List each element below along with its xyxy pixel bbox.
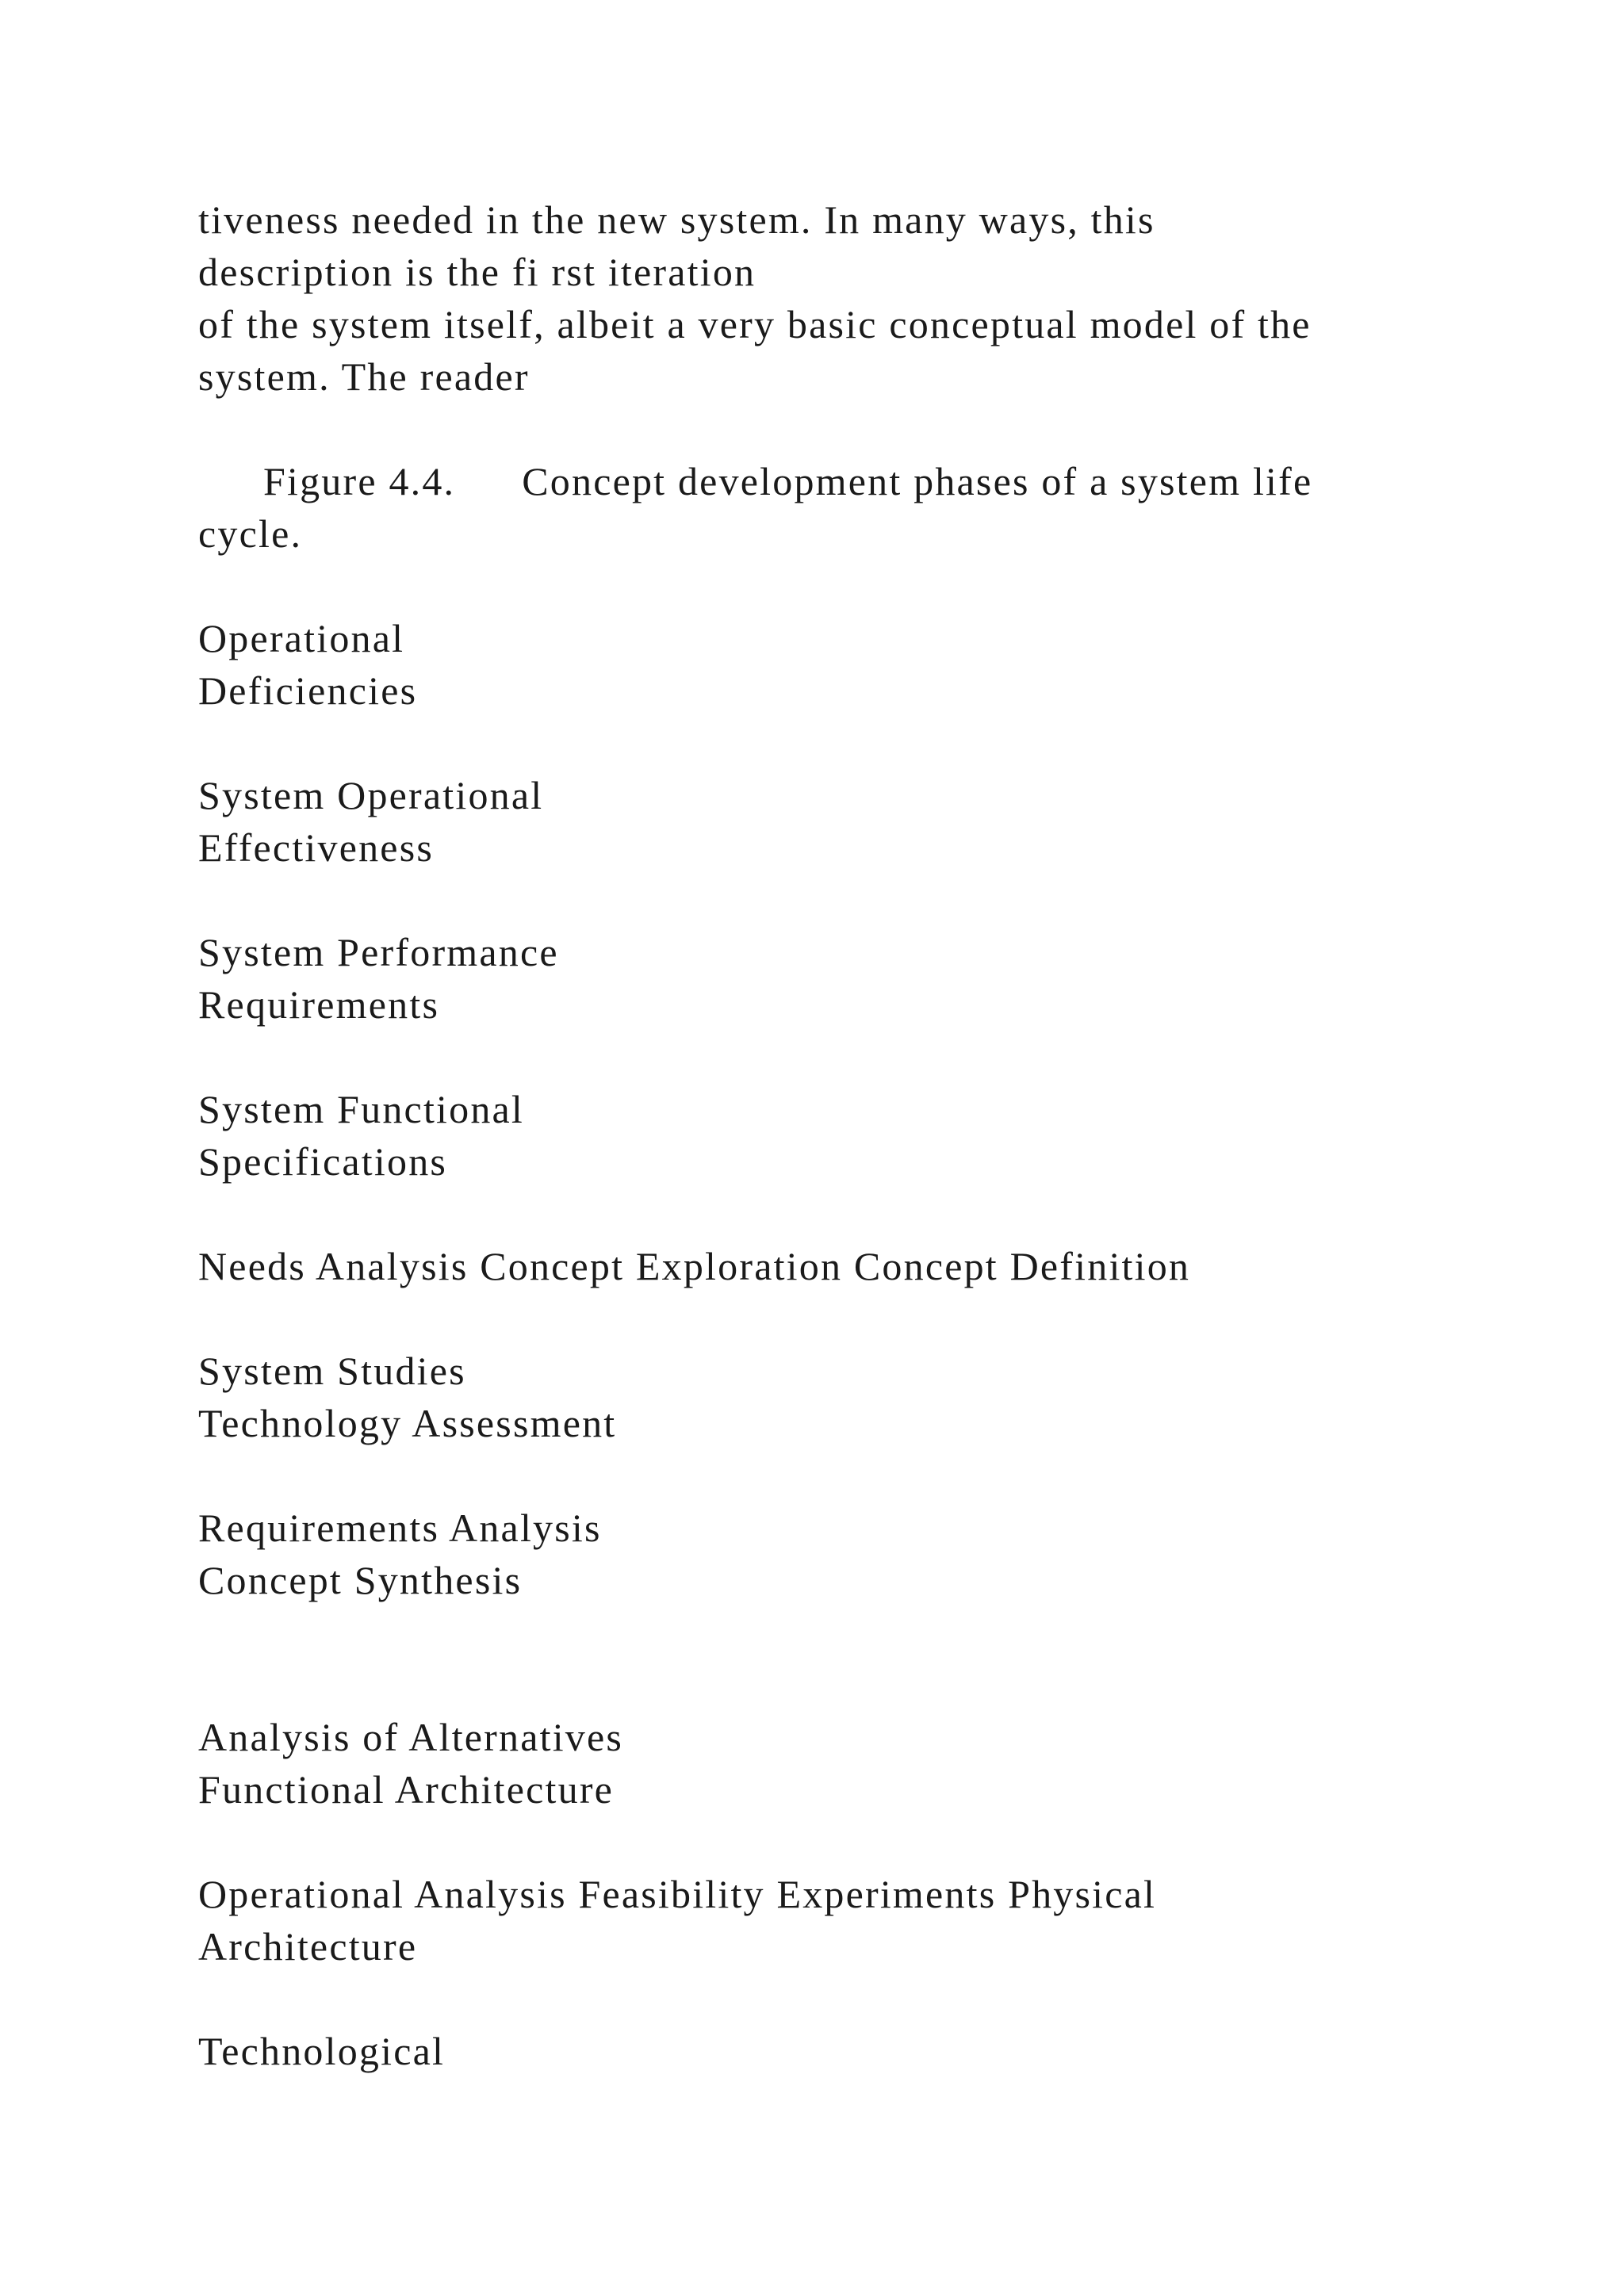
spacer <box>198 1816 1435 1868</box>
diagram-label-line: System Performance <box>198 930 559 974</box>
spacer <box>198 1031 1435 1083</box>
diagram-label-line: Deficiencies <box>198 668 418 713</box>
diagram-label-line: System Operational <box>198 773 544 817</box>
diagram-label-line: Needs Analysis Concept Exploration Concept Definition <box>198 1244 1191 1288</box>
spacer <box>198 1973 1435 2025</box>
diagram-label-operational-analysis <box>198 1868 1435 1973</box>
diagram-label-operational-deficiencies <box>198 612 1435 717</box>
diagram-label-line: Specifications <box>198 1139 448 1184</box>
paragraph-line: of the system itself, albeit a very basic conceptual model of the <box>198 302 1312 346</box>
spacer <box>198 874 1435 926</box>
diagram-label-line: Architecture <box>198 1924 418 1969</box>
paragraph-line: description is the fi rst iteration <box>198 250 756 294</box>
diagram-label-system-operational-effectiveness <box>198 769 1435 874</box>
spacer <box>198 403 1435 455</box>
diagram-label-analysis-of-alternatives <box>198 1711 1435 1816</box>
diagram-label-line: Requirements <box>198 982 440 1027</box>
diagram-label-line: Technological <box>198 2029 446 2073</box>
spacer <box>198 1188 1435 1240</box>
document-page <box>198 193 1435 2077</box>
paragraph-line: system. The reader <box>198 354 530 399</box>
spacer <box>198 717 1435 769</box>
diagram-label-line: Effectiveness <box>198 825 435 870</box>
diagram-label-line: System Functional <box>198 1087 525 1131</box>
figure-caption-text: Concept development phases of a system life <box>522 459 1313 503</box>
diagram-label-technological <box>198 2025 1435 2077</box>
diagram-label-line: Analysis of Alternatives <box>198 1715 624 1759</box>
diagram-label-line: Functional Architecture <box>198 1767 615 1812</box>
diagram-label-line: System Studies <box>198 1349 466 1393</box>
figure-number: Figure 4.4. <box>263 459 456 503</box>
diagram-label-line: Technology Assessment <box>198 1401 617 1445</box>
caption-first-line <box>198 455 1435 507</box>
diagram-label-system-studies <box>198 1345 1435 1449</box>
diagram-label-requirements-analysis <box>198 1502 1435 1606</box>
body-paragraph <box>198 193 1435 403</box>
spacer <box>198 560 1435 612</box>
diagram-label-line: Operational <box>198 616 405 660</box>
spacer <box>198 1292 1435 1345</box>
spacer <box>198 1449 1435 1502</box>
diagram-label-line: Concept Synthesis <box>198 1558 523 1602</box>
caption-continued: cycle. <box>198 511 303 556</box>
diagram-label-system-performance-requirements <box>198 926 1435 1031</box>
paragraph-line: tiveness needed in the new system. In many ways, this <box>198 197 1155 242</box>
figure-caption <box>198 455 1435 560</box>
diagram-label-line: Requirements Analysis <box>198 1506 602 1550</box>
diagram-label-phase-names <box>198 1240 1435 1292</box>
diagram-label-line: Operational Analysis Feasibility Experiments Physical <box>198 1872 1157 1916</box>
diagram-label-system-functional-specifications <box>198 1083 1435 1188</box>
spacer <box>198 1606 1435 1711</box>
